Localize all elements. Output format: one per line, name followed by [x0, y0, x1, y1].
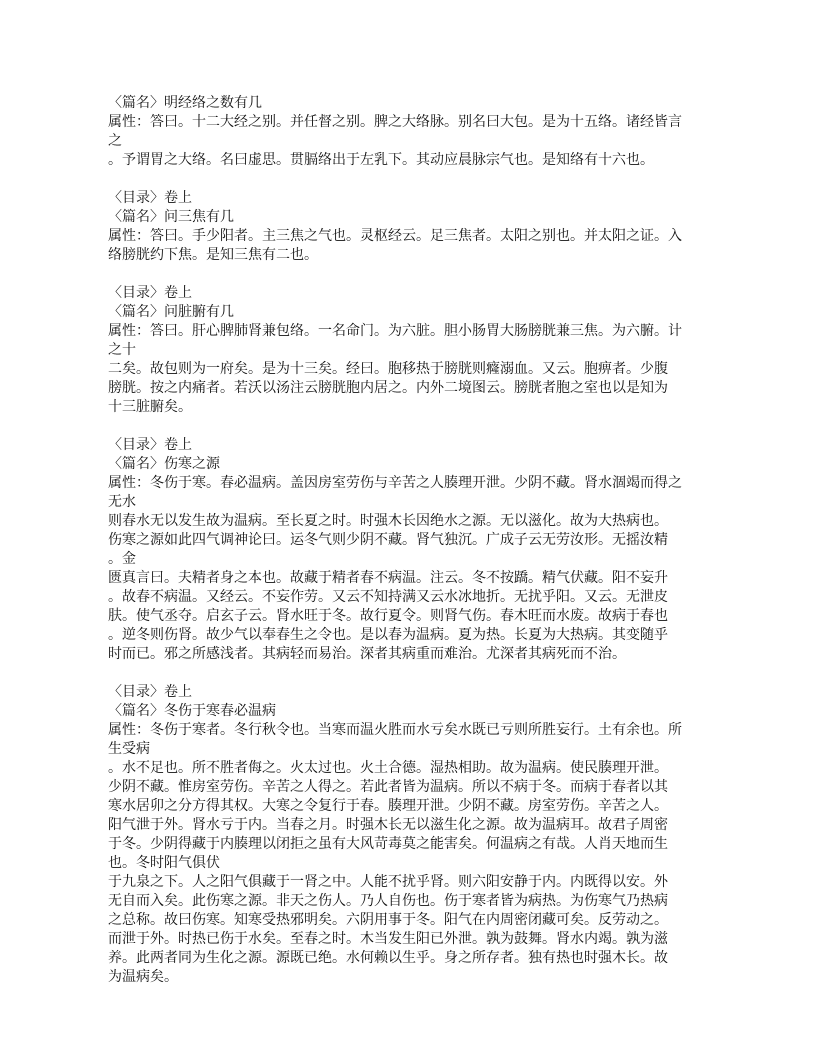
text-line: 之 — [108, 133, 122, 149]
text-line: 时而已。邪之所感浅者。其病轻而易治。深者其病重而难治。尤深者其病死而不治。 — [108, 646, 626, 662]
document-body — [108, 94, 718, 987]
text-line: 之总称。故曰伤寒。知寒受热邪明矣。六阴用事于冬。阳气在内周密闭藏可矣。反劳动之。 — [108, 912, 668, 928]
chapter-title: 〈篇名〉明经络之数有几 — [108, 95, 262, 111]
text-line: 于冬。少阴得藏于内腠理以闭拒之虽有大风苛毒莫之能害矣。何温病之有哉。人肖天地而生 — [108, 836, 668, 852]
text-line: 阳气泄于外。肾水亏于内。当春之月。时强木长无以滋生化之源。故为温病耳。故君子周密 — [108, 817, 668, 833]
text-line: 络膀胱约下焦。是知三焦有二也。 — [108, 247, 318, 263]
text-line: 属性：冬伤于寒。春必温病。盖因房室劳伤与辛苦之人腠理开泄。少阴不藏。肾水涸竭而得之 — [108, 475, 682, 491]
text-line: 匮真言曰。夫精者身之本也。故藏于精者春不病温。注云。冬不按蹻。精气伏藏。阳不妄升 — [108, 570, 668, 586]
text-line: 为温病矣。 — [108, 969, 178, 985]
text-line: 。水不足也。所不胜者侮之。火太过也。火土合德。湿热相助。故为温病。使民腠理开泄。 — [108, 760, 668, 776]
blank-line — [108, 170, 718, 189]
catalog-line: 〈目录〉卷上 — [108, 190, 192, 206]
text-line: 属性：答曰。手少阳者。主三焦之气也。灵枢经云。足三焦者。太阳之别也。并太阳之证。入 — [108, 228, 682, 244]
text-line: 生受病 — [108, 741, 150, 757]
text-line: 也。冬时阳气俱伏 — [108, 855, 220, 871]
text-line: 属性：答曰。十二大经之别。并任督之别。脾之大络脉。别名曰大包。是为十五络。诸经皆言 — [108, 114, 682, 130]
text-line: 。金 — [108, 551, 136, 567]
text-line: 。逆冬则伤肾。故少气以奉春生之令也。是以春为温病。夏为热。长夏为大热病。其变随乎 — [108, 627, 668, 643]
text-line: 属性：冬伤于寒者。冬行秋令也。当寒而温火胜而水亏矣水既已亏则所胜妄行。土有余也。所 — [108, 722, 682, 738]
text-line: 于九泉之下。人之阳气俱藏于一肾之中。人能不扰乎肾。则六阳安静于内。内既得以安。外 — [108, 874, 668, 890]
text-line: 寒水居卯之分方得其权。大寒之令复行于春。腠理开泄。少阴不藏。房室劳伤。辛苦之人。 — [108, 798, 668, 814]
blank-line — [108, 417, 718, 436]
text-line: 而泄于外。时热已伤于水矣。至春之时。木当发生阳已外泄。孰为鼓舞。肾水内竭。孰为滋 — [108, 931, 668, 947]
catalog-line: 〈目录〉卷上 — [108, 285, 192, 301]
text-line: 之十 — [108, 342, 136, 358]
text-line: 无水 — [108, 494, 136, 510]
text-line: 。故春不病温。又经云。不妄作劳。又云不知持满又云水冰地折。无扰乎阳。又云。无泄皮 — [108, 589, 668, 605]
blank-line — [108, 265, 718, 284]
chapter-title: 〈篇名〉冬伤于寒春必温病 — [108, 703, 276, 719]
catalog-line: 〈目录〉卷上 — [108, 684, 192, 700]
catalog-line: 〈目录〉卷上 — [108, 437, 192, 453]
chapter-title: 〈篇名〉伤寒之源 — [108, 456, 220, 472]
text-line: 肤。使气丞夺。启玄子云。肾水旺于冬。故行夏令。则肾气伤。春木旺而水废。故病于春也 — [108, 608, 668, 624]
text-line: 少阴不藏。惟房室劳伤。辛苦之人得之。若此者皆为温病。所以不病于冬。而病于春者以其 — [108, 779, 668, 795]
text-line: 。予谓胃之大络。名曰虚思。贯膈络出于左乳下。其动应晨脉宗气也。是知络有十六也。 — [108, 152, 654, 168]
text-line: 二矣。故包则为一府矣。是为十三矣。经曰。胞移热于膀胱则癃溺血。又云。胞痹者。少腹 — [108, 361, 668, 377]
text-line: 膀胱。按之内痛者。若沃以汤注云膀胱胞内居之。内外二境图云。膀胱者胞之室也以是知为 — [108, 380, 668, 396]
text-line: 养。此两者同为生化之源。源既已绝。水何赖以生乎。身之所存者。独有热也时强木长。故 — [108, 950, 668, 966]
text-line: 属性：答曰。肝心脾肺肾兼包络。一名命门。为六脏。胆小肠胃大肠膀胱兼三焦。为六腑。计 — [108, 323, 682, 339]
text-line: 伤寒之源如此四气调神论曰。运冬气则少阴不藏。肾气独沉。广成子云无劳汝形。无摇汝精 — [108, 532, 668, 548]
text-line: 则春水无以发生故为温病。至长夏之时。时强木长因绝水之源。无以滋化。故为大热病也。 — [108, 513, 668, 529]
text-line: 无自而入矣。此伤寒之源。非天之伤人。乃人自伤也。伤于寒者皆为病热。为伤寒气乃热病 — [108, 893, 668, 909]
text-line: 十三脏腑矣。 — [108, 399, 192, 415]
chapter-title: 〈篇名〉问三焦有几 — [108, 209, 234, 225]
chapter-title: 〈篇名〉问脏腑有几 — [108, 304, 234, 320]
blank-line — [108, 664, 718, 683]
